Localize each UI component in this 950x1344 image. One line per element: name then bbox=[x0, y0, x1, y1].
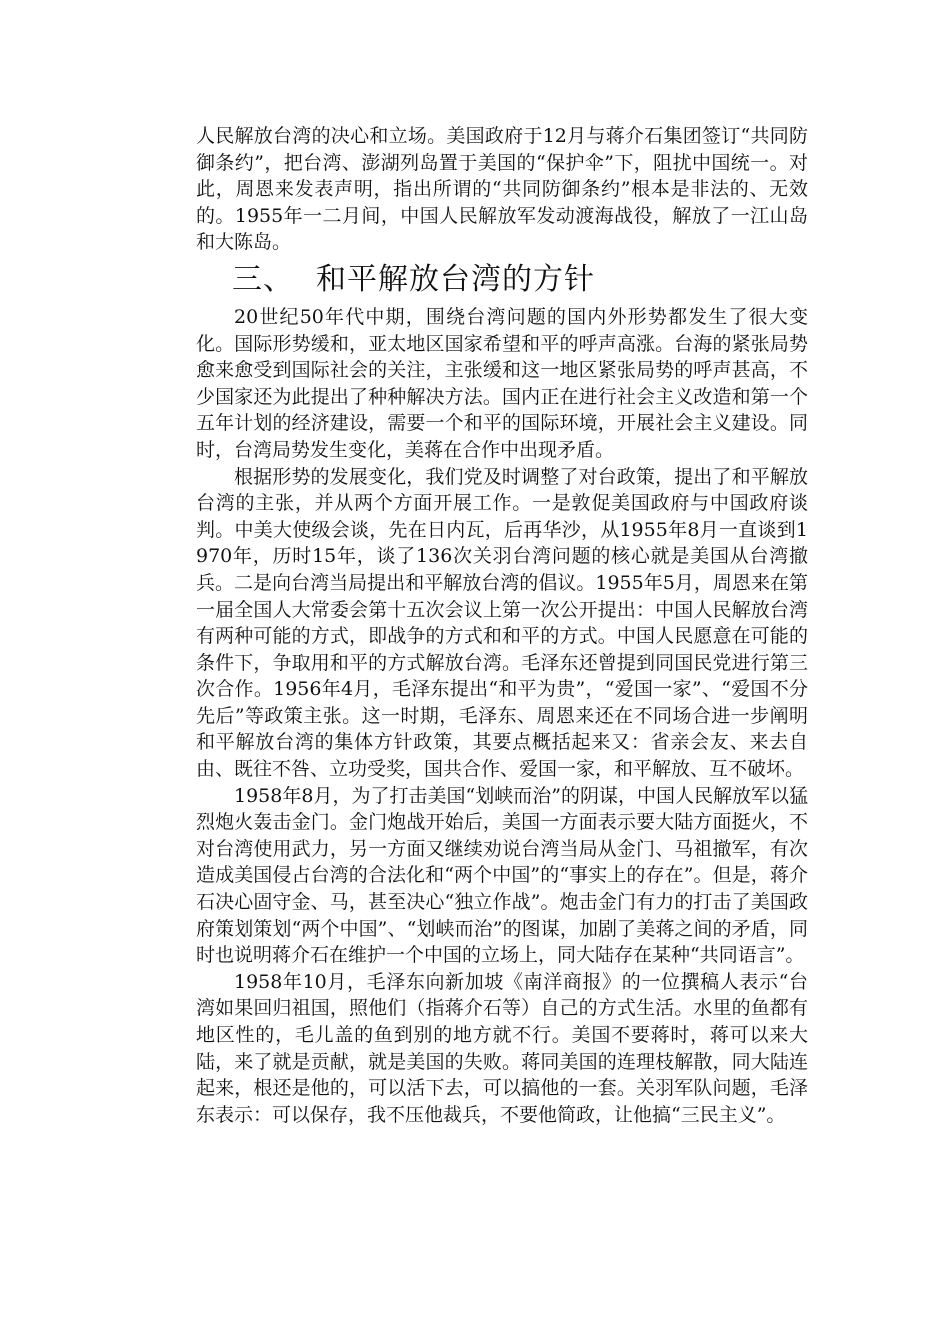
section-title: 和平解放台湾的方针 bbox=[316, 261, 595, 297]
paragraph-situation: 20世纪50年代中期，围绕台湾问题的国内外形势都发生了很大变化。国际形势缓和，亚太地区国家希望和平的呼声高涨。台海的紧张局势愈来愈受到国际社会的关注，主张缓和这一地区紧张局势的呼声甚高，不少国家还为此提出了种种解决方法。国内正在进行社会主义改造和第一个五年计划的经济建设，需要一个和平的国际环境，开展社会主义建设。同时，台湾局势发生变化，美蒋在合作中出现矛盾。 bbox=[196, 305, 808, 461]
paragraph-policy: 根据形势的发展变化，我们党及时调整了对台政策，提出了和平解放台湾的主张，并从两个方面开展工作。一是敦促美国政府与中国政府谈判。中美大使级会谈，先在日内瓦，后再华沙，从1955年8月一直谈到1970年，历时15年，谈了136次关羽台湾问题的核心就是美国从台湾撤兵。二是向台湾当局提出和平解放台湾的倡议。1955年5月，周恩来在第一届全国人大常委会第十五次会议上第一次公开提出：中国人民解放台湾有两种可能的方式，即战争的方式和和平的方式。中国人民愿意在可能的条件下，争取用和平的方式解放台湾。毛泽东还曾提到同国民党进行第三次合作。1956年4月，毛泽东提出“和平为贵”，“爱国一家”、“爱国不分先后”等政策主张。这一时期，毛泽东、周恩来还在不同场合进一步阐明和平解放台湾的集体方针政策，其要点概括起来又：省亲会友、来去自由、既往不咎、立功受奖，国共合作、爱国一家，和平解放、互不破坏。 bbox=[196, 465, 808, 781]
paragraph-continuation: 人民解放台湾的决心和立场。美国政府于12月与蒋介石集团签订“共同防御条约”，把台湾、澎湖列岛置于美国的“保护伞”下，阻扰中国统一。对此，周恩来发表声明，指出所谓的“共同防御条约”根本是非法的、无效的。1955年一二月间，中国人民解放军发动渡海战役，解放了一江山岛和大陈岛。 bbox=[196, 125, 808, 254]
paragraph-kinmen: 1958年8月，为了打击美国“划峡而治”的阴谋，中国人民解放军以猛烈炮火轰击金门。金门炮战开始后，美国一方面表示要大陆方面挺火，不对台湾使用武力，另一方面又继续劝说台湾当局从金门、马祖撤军，有次造成美国侵占台湾的合法化和“两个中国”的“事实上的存在”。但是，蒋介石决心固守金、马，甚至决心“独立作战”。炮击金门有力的打击了美国政府策划策划“两个中国”、“划峡而治”的图谋，加剧了美蒋之间的矛盾，同时也说明蒋介石在维护一个中国的立场上，同大陆存在某种“共同语言”。 bbox=[196, 784, 808, 967]
document-body bbox=[196, 123, 808, 1128]
paragraph-mao-statement: 1958年10月，毛泽东向新加坡《南洋商报》的一位撰稿人表示“台湾如果回归祖国，照他们（指蒋介石等）自己的方式生活。水里的鱼都有地区性的，毛儿盖的鱼到别的地方就不行。美国不要蒋时，蒋可以来大陆，来了就是贡献，就是美国的失败。蒋同美国的连理枝解散，同大陆连起来，根还是他的，可以活下去，可以搞他的一套。关羽军队问题，毛泽东表示：可以保存，我不压他裁兵，不要他简政，让他搞“三民主义”。 bbox=[196, 970, 808, 1126]
section-number: 三、 bbox=[232, 261, 294, 297]
section-heading bbox=[232, 260, 808, 300]
